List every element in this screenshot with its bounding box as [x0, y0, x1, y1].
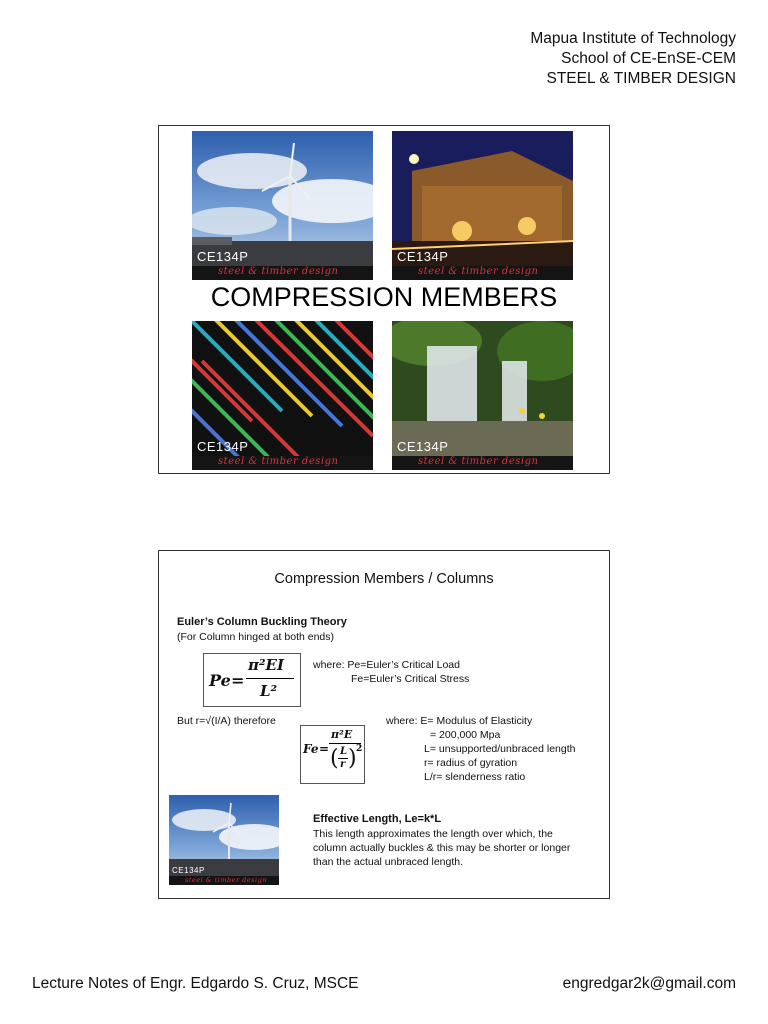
- formula-den-l: L: [340, 746, 348, 757]
- formula-den-r: r: [340, 759, 346, 770]
- euler-stress-formula: Fe = π²E ( L r ) 2: [300, 725, 365, 784]
- formula-denominator: L²: [260, 682, 278, 700]
- course-subtitle-tag: steel & timber design: [218, 266, 339, 277]
- modulus-value-line: = 200,000 Mpa: [430, 729, 501, 741]
- course-code-tag: CE134P: [197, 439, 249, 454]
- footer-email: engredgar2k@gmail.com: [562, 975, 736, 992]
- effective-length-body-1: This length approximates the length over which, the: [313, 828, 553, 840]
- course-subtitle-tag: steel & timber design: [185, 876, 267, 884]
- formula-lhs: Pe: [209, 671, 231, 690]
- course-code-tag: CE134P: [397, 439, 449, 454]
- slide-title: Compression Members / Columns: [274, 571, 494, 587]
- euler-theory-slide: [158, 550, 610, 899]
- where-stress-line: Fe=Euler’s Critical Stress: [351, 673, 470, 685]
- waterfall-photo: [392, 321, 573, 470]
- slide-title: COMPRESSION MEMBERS: [210, 282, 558, 312]
- gyration-line: r= radius of gyration: [424, 757, 518, 769]
- effective-length-body-3: than the actual unbraced length.: [313, 856, 464, 868]
- slenderness-line: L/r= slenderness ratio: [424, 771, 526, 783]
- course-subtitle-tag: steel & timber design: [418, 456, 539, 467]
- school-name: School of CE-EnSE-CEM: [561, 50, 736, 67]
- formula-lhs: Fe: [303, 742, 319, 756]
- building-night-photo: [392, 131, 573, 280]
- effective-length-heading: Effective Length, Le=k*L: [313, 813, 442, 825]
- formula-exponent: 2: [356, 744, 363, 754]
- formula-numerator: π²EI: [248, 656, 284, 674]
- formula-numerator: π²E: [331, 728, 353, 741]
- title-slide: [158, 125, 610, 474]
- radius-substitution-text: But r=√(I/A) therefore: [177, 715, 276, 727]
- course-subtitle-tag: steel & timber design: [418, 266, 539, 277]
- wind-turbine-photo: [192, 131, 373, 280]
- modulus-line: where: E= Modulus of Elasticity: [386, 715, 533, 727]
- course-code-tag: CE134P: [172, 866, 205, 875]
- euler-load-formula: Pe = π²EI L²: [203, 653, 301, 707]
- where-load-line: where: Pe=Euler’s Critical Load: [313, 659, 460, 671]
- course-code-tag: CE134P: [197, 249, 249, 264]
- wind-turbine-thumbnail: [169, 795, 279, 885]
- length-line: L= unsupported/unbraced length: [424, 743, 576, 755]
- institution-name: Mapua Institute of Technology: [530, 30, 736, 47]
- course-code-tag: CE134P: [397, 249, 449, 264]
- section-subheading: (For Column hinged at both ends): [177, 631, 335, 643]
- effective-length-body-2: column actually buckles & this may be shorter or longer: [313, 842, 571, 854]
- course-name: STEEL & TIMBER DESIGN: [546, 70, 736, 87]
- document-header: [530, 29, 736, 89]
- section-heading: Euler’s Column Buckling Theory: [177, 616, 347, 628]
- footer-author: Lecture Notes of Engr. Edgardo S. Cruz, MSCE: [32, 975, 359, 992]
- paperclips-photo: [192, 321, 373, 470]
- course-subtitle-tag: steel & timber design: [218, 456, 339, 467]
